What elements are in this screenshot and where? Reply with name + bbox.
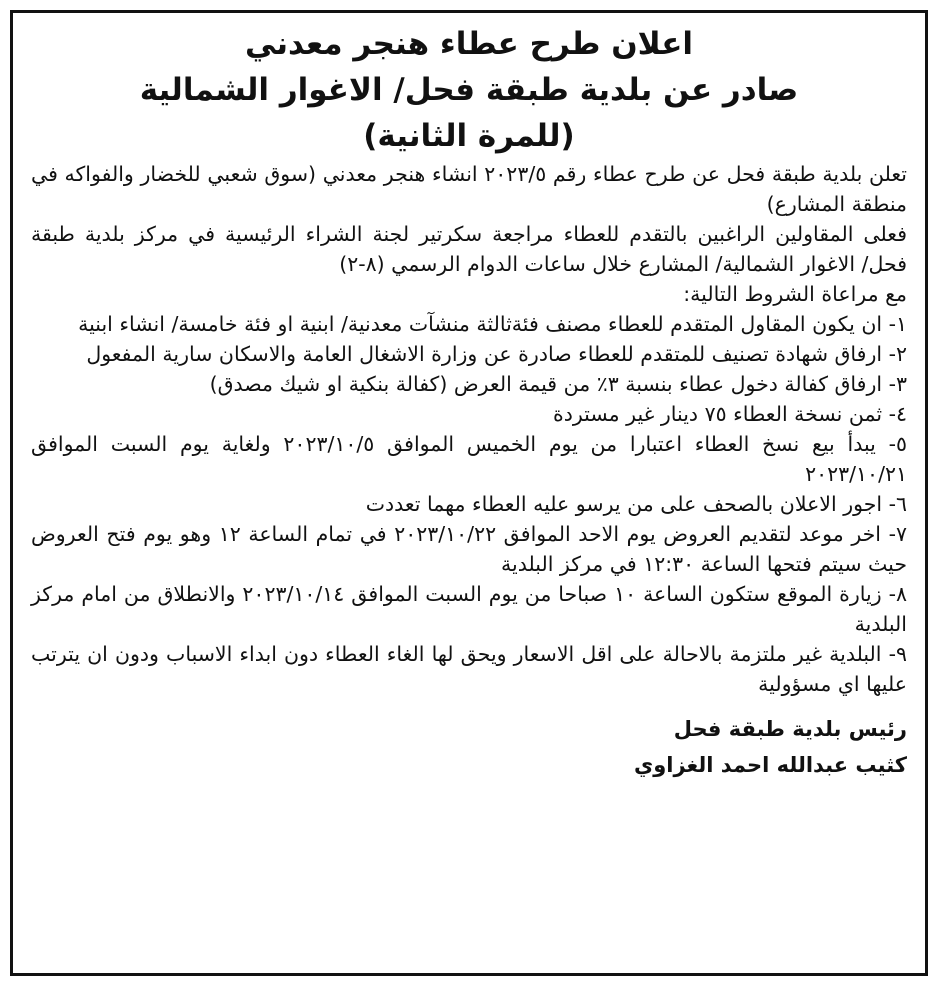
condition-7: ٧- اخر موعد لتقديم العروض يوم الاحد الموافق ٢٠٢٣/١٠/٢٢ في تمام الساعة ١٢ وهو يوم فتح العروض حيث سيتم فتحها الساعة ١٢:٣٠ في مركز البلدية — [31, 522, 907, 576]
instructions-paragraph: فعلى المقاولين الراغبين بالتقدم للعطاء مراجعة سكرتير لجنة الشراء الرئيسية في مركز بلدية طبقة فحل/ الاغوار الشمالية/ المشارع خلال ساعات الدوام الرسمي (٨-٢) — [31, 222, 907, 276]
condition-3: ٣- ارفاق كفالة دخول عطاء بنسبة ٣٪ من قيمة العرض (كفالة بنكية او شيك مصدق) — [209, 372, 907, 396]
title-line-3: (للمرة الثانية) — [363, 118, 575, 154]
conditions-list — [31, 309, 907, 699]
condition-6: ٦- اجور الاعلان بالصحف على من يرسو عليه العطاء مهما تعددت — [365, 492, 907, 516]
condition-2: ٢- ارفاق شهادة تصنيف للمتقدم للعطاء صادرة عن وزارة الاشغال العامة والاسكان سارية المفعول — [86, 342, 907, 366]
announcement-frame — [10, 10, 928, 976]
signature-name: كثيب عبدالله احمد الغزاوي — [634, 753, 907, 777]
title-line-1: اعلان طرح عطاء هنجر معدني — [244, 26, 694, 62]
condition-1: ١- ان يكون المقاول المتقدم للعطاء مصنف فئةثالثة منشآت معدنية/ ابنية او فئة خامسة/ انشاء ابنية — [78, 312, 907, 336]
signature-role: رئيس بلدية طبقة فحل — [673, 717, 907, 741]
condition-9: ٩- البلدية غير ملتزمة بالاحالة على اقل الاسعار ويحق لها الغاء العطاء دون ابداء الاسباب ودون ان يترتب عليها اي مسؤولية — [31, 642, 907, 696]
condition-5: ٥- يبدأ بيع نسخ العطاء اعتبارا من يوم الخميس الموافق ٢٠٢٣/١٠/٥ ولغاية يوم السبت الموافق ٢٠٢٣/١٠/٢١ — [31, 432, 907, 486]
signature-block — [31, 711, 907, 783]
intro-paragraph: تعلن بلدية طبقة فحل عن طرح عطاء رقم ٢٠٢٣/٥ انشاء هنجر معدني (سوق شعبي للخضار والفواكه في منطقة المشارع) — [31, 162, 907, 216]
title-line-2: صادر عن بلدية طبقة فحل/ الاغوار الشمالية — [139, 72, 799, 108]
conditions-intro: مع مراعاة الشروط التالية: — [683, 282, 907, 306]
condition-4: ٤- ثمن نسخة العطاء ٧٥ دينار غير مستردة — [552, 402, 907, 426]
condition-8: ٨- زيارة الموقع ستكون الساعة ١٠ صباحا من يوم السبت الموافق ٢٠٢٣/١٠/١٤ والانطلاق من امام مركز البلدية — [31, 582, 908, 636]
